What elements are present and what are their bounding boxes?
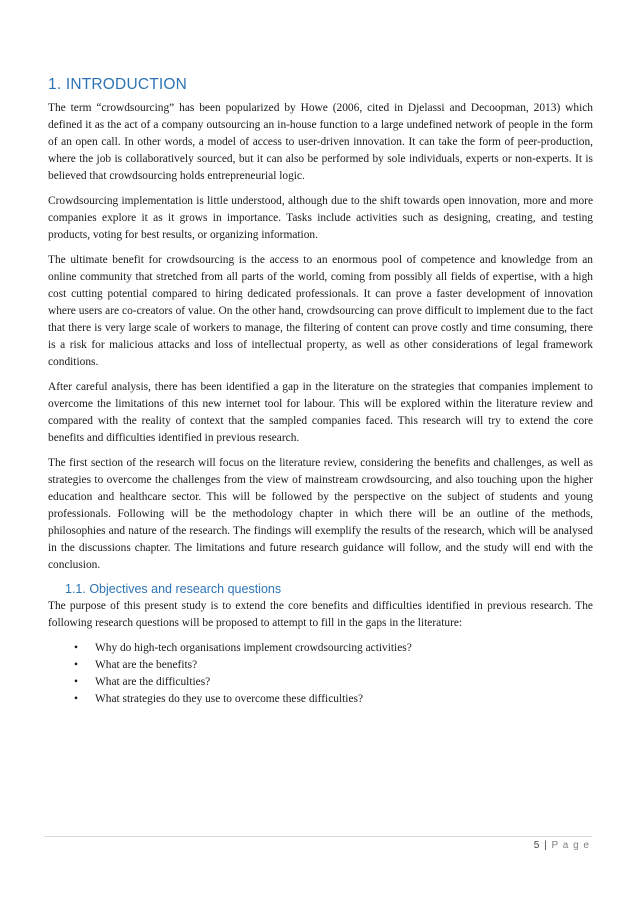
bullet-icon: • — [74, 642, 78, 654]
objectives-paragraph: The purpose of this present study is to extend the core benefits and difficulties identified in previous research. The following research questions will be proposed to attempt to fill in the gaps in the literature: — [48, 600, 593, 629]
section-heading: 1. INTRODUCTION — [48, 76, 188, 93]
bullet-icon: • — [74, 659, 78, 671]
intro-paragraph-4: After careful analysis, there has been identified a gap in the literature on the strategies that companies implement to overcome the limitations of this new internet tool for labour. This will be explored within the literature review and compared with the reality of context that the sampled companies faced. This research will try to extend the core benefits and difficulties identified in previous research. — [48, 381, 593, 444]
question-text: What are the benefits? — [95, 659, 198, 671]
question-text: Why do high-tech organisations implement crowdsourcing activities? — [95, 642, 412, 654]
bullet-icon: • — [74, 693, 78, 705]
list-item — [74, 691, 593, 708]
footer-separator: | — [540, 840, 552, 851]
question-text: What are the difficulties? — [95, 676, 211, 688]
subsection-heading: 1.1. Objectives and research questions — [65, 582, 282, 596]
list-item — [74, 640, 593, 657]
page-content — [48, 76, 593, 708]
list-item — [74, 674, 593, 691]
page-footer — [534, 840, 590, 851]
research-questions-list — [48, 640, 593, 708]
page-number: 5 — [533, 840, 541, 851]
question-text: What strategies do they use to overcome these difficulties? — [95, 693, 364, 705]
intro-paragraph-5: The first section of the research will focus on the literature review, considering the benefits and challenges, as well as strategies to overcome the challenges from the view of mainstream crowdsourcing, and also touching upon the higher education and healthcare sector. This will be followed by the perspective on the subject of students and young professionals. Following will be the methodology chapter in which there will be an outline of the methods, philosophies and nature of the research. The findings will exemplify the results of the research, which will be analysed in the discussions chapter. The limitations and future research guidance will follow, and the study will end with the conclusion. — [48, 457, 593, 571]
footer-divider — [44, 836, 592, 837]
intro-paragraph-3: The ultimate benefit for crowdsourcing is the access to an enormous pool of competence and knowledge from an online community that stretched from all parts of the world, coming from possibly all fields of expertise, with a high cost cutting potential compared to hiring dedicated professionals. It can prove a faster development of innovation where users are co-creators of value. On the other hand, crowdsourcing can prove difficult to implement due to the fact that there is very large scale of workers to manage, the filtering of content can prove costly and time consuming, there is a risk for malicious attacks and loss of intellectual property, as well as other considerations of legal framework conditions. — [48, 254, 593, 368]
page-label: P a g e — [551, 840, 590, 851]
bullet-icon: • — [74, 676, 78, 688]
list-item — [74, 657, 593, 674]
intro-paragraph-2: Crowdsourcing implementation is little understood, although due to the shift towards open innovation, more and more companies explore it as it grows in importance. Tasks include activities such as designing, creating, and testing products, voting for best results, or organizing information. — [48, 195, 593, 241]
intro-paragraph-1: The term “crowdsourcing” has been popularized by Howe (2006, cited in Djelassi and Decoopman, 2013) which defined it as the act of a company outsourcing an in-house function to a large undefined network of people in the form of an open call. In other words, a model of access to user-driven innovation. It can take the form of peer-production, where the job is collaboratively sourced, but it can also be performed by sole individuals, experts or non-experts. It is believed that crowdsourcing holds entrepreneurial logic. — [48, 102, 593, 182]
